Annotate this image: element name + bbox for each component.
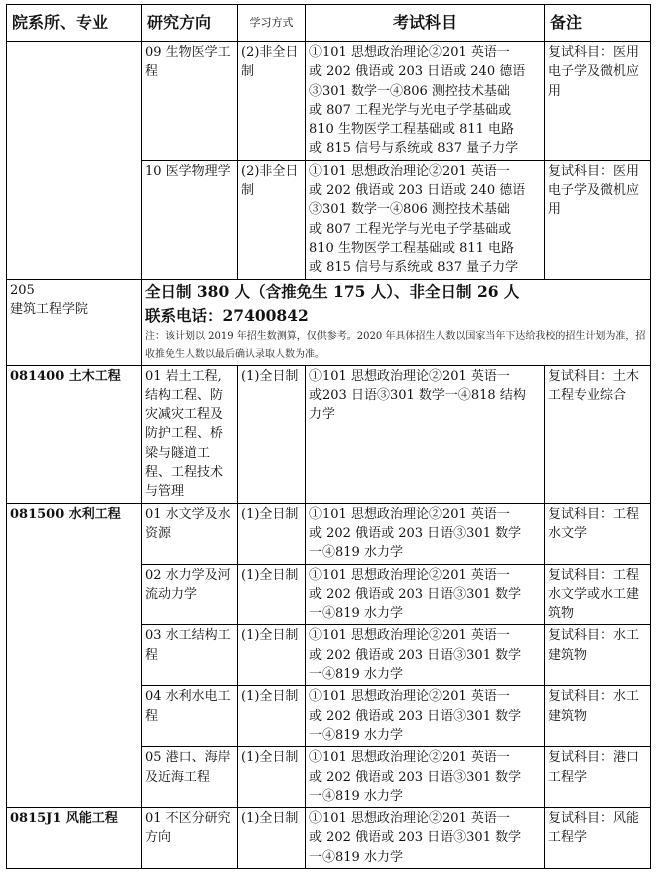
exam-line: ①101 思想政治理论②201 英语一 xyxy=(309,750,510,766)
unit-cell-empty xyxy=(7,160,142,279)
direction-cell: 09 生物医学工程 xyxy=(142,42,238,161)
exam-line: 或 202 俄语或 203 日语③301 数学 xyxy=(309,830,522,846)
exam-line: ①101 思想政治理论②201 英语一 xyxy=(309,811,510,827)
mode-cell: (2)非全日制 xyxy=(238,42,306,161)
exam-line: ①101 思想政治理论②201 英语一 xyxy=(309,368,510,384)
exam-line: 一④819 水力学 xyxy=(309,606,403,622)
direction-cell: 04 水利水电工程 xyxy=(142,686,238,747)
exam-line: ①101 思想政治理论②201 英语一 xyxy=(309,45,510,60)
exam-line: 或 202 俄语或 203 日语③301 数学 xyxy=(309,708,522,724)
exam-line: 或 807 工程光学与光电子学基础或 xyxy=(309,102,512,118)
college-row xyxy=(7,279,651,365)
mode-cell: (1)全日制 xyxy=(238,503,306,564)
direction-cell: 10 医学物理学 xyxy=(142,160,238,279)
exam-line: 或 202 俄语或 203 日语③301 数学 xyxy=(309,586,522,602)
table-row xyxy=(7,808,651,869)
exam-cell xyxy=(306,625,545,686)
header-exam: 考试科目 xyxy=(306,5,545,42)
exam-line: ③301 数学一④806 测控技术基础 xyxy=(309,83,510,99)
direction-cell: 03 水工结构工程 xyxy=(142,625,238,686)
direction-cell: 01 水文学及水资源 xyxy=(142,503,238,564)
exam-line: ①101 思想政治理论②201 英语一 xyxy=(309,689,510,705)
exam-line: 或 807 工程光学与光电子学基础或 xyxy=(309,221,512,237)
exam-line: 或 202 俄语或 203 日语③301 数学 xyxy=(309,647,522,663)
exam-cell xyxy=(306,747,545,808)
exam-line: 810 生物医学工程基础或 811 电路 xyxy=(309,240,515,256)
exam-line: 一④819 水力学 xyxy=(309,667,403,683)
unit-cell-empty xyxy=(7,42,142,161)
admissions-table xyxy=(6,4,651,869)
direction-cell: 02 水力学及河流动力学 xyxy=(142,564,238,625)
direction-cell: 01 岩土工程,结构工程、防灾减灾工程及防护工程、桥梁与隧道工程、工程技术与管理 xyxy=(142,365,238,503)
mode-cell: (1)全日制 xyxy=(238,564,306,625)
remark-cell: 复试科目：工程水文学 xyxy=(545,503,651,564)
exam-line: ①101 思想政治理论②201 英语一 xyxy=(309,506,510,522)
mode-cell: (1)全日制 xyxy=(238,365,306,503)
college-info-cell xyxy=(142,279,651,365)
header-direction: 研究方向 xyxy=(142,5,238,42)
remark-cell: 复试科目：医用电子学及微机应用 xyxy=(545,42,651,161)
header-remark: 备注 xyxy=(545,5,651,42)
mode-cell: (2)非全日制 xyxy=(238,160,306,279)
exam-line: 或 815 信号与系统或 837 量子力学 xyxy=(309,141,519,157)
table-row xyxy=(7,365,651,503)
mode-cell: (1)全日制 xyxy=(238,747,306,808)
exam-line: ①101 思想政治理论②201 英语一 xyxy=(309,628,510,644)
remark-cell: 复试科目：水工建筑物 xyxy=(545,625,651,686)
college-note: 注：该计划以 2019 年招生数测算，仅供参考。2020 年具体招生人数以国家当年下达给我校的招生计划为准，招收推免生人数以最后确认录取人数为准。 xyxy=(145,330,646,360)
direction-cell: 05 港口、海岸及近海工程 xyxy=(142,747,238,808)
exam-line: 或 202 俄语或 203 日语或 240 德语 xyxy=(309,64,526,80)
remark-cell: 复试科目：土木工程专业综合 xyxy=(545,365,651,503)
exam-line: 或 815 信号与系统或 837 量子力学 xyxy=(309,260,519,276)
mode-cell: (1)全日制 xyxy=(238,686,306,747)
college-quota: 全日制 380 人（含推免生 175 人）、非全日制 26 人 xyxy=(145,281,520,301)
major-cell: 081400 土木工程 xyxy=(7,365,142,503)
exam-cell xyxy=(306,564,545,625)
college-cell xyxy=(7,279,142,365)
exam-cell xyxy=(306,686,545,747)
major-cell: 081500 水利工程 xyxy=(7,503,142,807)
major-cell: 0815J1 风能工程 xyxy=(7,808,142,869)
exam-line: 一④819 水力学 xyxy=(309,849,403,865)
exam-line: 或 202 俄语或 203 日语③301 数学 xyxy=(309,769,522,785)
exam-cell xyxy=(306,160,545,279)
direction-cell: 01 不区分研究方向 xyxy=(142,808,238,869)
remark-cell: 复试科目：水工建筑物 xyxy=(545,686,651,747)
college-name: 建筑工程学院 xyxy=(10,301,89,317)
exam-line: 或203 日语③301 数学一④818 结构 xyxy=(309,387,526,403)
table-row xyxy=(7,503,651,564)
exam-line: 力学 xyxy=(309,407,336,423)
exam-cell xyxy=(306,503,545,564)
header-unit: 院系所、专业 xyxy=(7,5,142,42)
exam-line: 810 生物医学工程基础或 811 电路 xyxy=(309,122,515,138)
mode-cell: (1)全日制 xyxy=(238,625,306,686)
header-row xyxy=(7,5,651,42)
college-contact: 联系电话：27400842 xyxy=(145,305,309,325)
table-row xyxy=(7,160,651,279)
table-row xyxy=(7,42,651,161)
exam-cell xyxy=(306,808,545,869)
remark-cell: 复试科目：工程水文学或水工建筑物 xyxy=(545,564,651,625)
remark-cell: 复试科目：风能工程学 xyxy=(545,808,651,869)
remark-cell: 复试科目：医用电子学及微机应用 xyxy=(545,160,651,279)
college-code: 205 xyxy=(10,282,35,298)
exam-cell xyxy=(306,42,545,161)
exam-line: 或 202 俄语或 203 日语或 240 德语 xyxy=(309,183,526,199)
exam-line: ①101 思想政治理论②201 英语一 xyxy=(309,567,510,583)
mode-cell: (1)全日制 xyxy=(238,808,306,869)
exam-line: 一④819 水力学 xyxy=(309,545,403,561)
exam-cell xyxy=(306,365,545,503)
exam-line: ③301 数学一④806 测控技术基础 xyxy=(309,202,510,218)
header-mode: 学习方式 xyxy=(238,5,306,42)
exam-line: ①101 思想政治理论②201 英语一 xyxy=(309,163,510,179)
exam-line: 或 202 俄语或 203 日语③301 数学 xyxy=(309,525,522,541)
remark-cell: 复试科目：港口工程学 xyxy=(545,747,651,808)
exam-line: 一④819 水力学 xyxy=(309,788,403,804)
exam-line: 一④819 水力学 xyxy=(309,727,403,743)
